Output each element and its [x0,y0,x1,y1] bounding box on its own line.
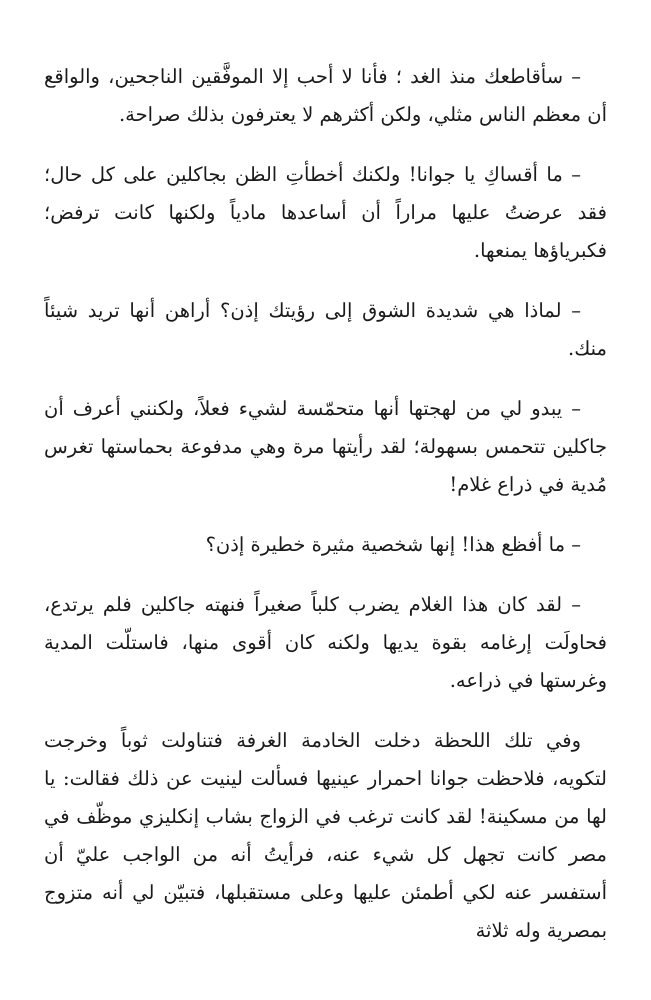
paragraph-dialogue: – ما أقساكِ يا جوانا! ولكنك أخطأتِ الظن بجاكلين على كل حال؛ فقد عرضتُ عليها مراراً أن أساعدها مادياً ولكنها كانت ترفض؛ فكبرياؤها يمنعها. [44,163,607,262]
paragraph-dialogue: – سأقاطعك منذ الغد ؛ فأنا لا أحب إلا الموفَّقين الناجحين، والواقع أن معظم الناس مثلي، ولكن أكثرهم لا يعترفون بذلك صراحة. [44,65,607,126]
paragraph-dialogue: – لماذا هي شديدة الشوق إلى رؤيتك إذن؟ أراهن أنها تريد شيئاً منك. [44,299,607,360]
paragraph-dialogue: – يبدو لي من لهجتها أنها متحمّسة لشيء فعلاً، ولكنني أعرف أن جاكلين تتحمس بسهولة؛ لقد رأيتها مرة وهي مدفوعة بحماستها تغرس مُدية في ذراع غلام! [44,397,607,496]
paragraph-narrative: وفي تلك اللحظة دخلت الخادمة الغرفة فتناولت ثوباً وخرجت لتكويه، فلاحظت جوانا احمرار عينيها فسألت لينيت عن ذلك فقالت: يا لها من مسكينة! لقد كانت ترغب في الزواج بشاب إنكليزي موظّف في مصر كانت تجهل كل شيء عنه، فرأيتُ أنه من الواجب عليّ أن أستفسر عنه لكي أطمئن عليها وعلى مستقبلها، فتبيّن لي أنه متزوج بمصرية وله ثلاثة [44,729,607,942]
paragraph-dialogue: – لقد كان هذا الغلام يضرب كلباً صغيراً فنهته جاكلين فلم يرتدع، فحاولَت إرغامه بقوة يديها ولكنه كان أقوى منها، فاستلّت المدية وغرستها في ذراعه. [44,593,607,692]
paragraph-dialogue: – ما أفظع هذا! إنها شخصية مثيرة خطيرة إذن؟ [205,533,581,556]
